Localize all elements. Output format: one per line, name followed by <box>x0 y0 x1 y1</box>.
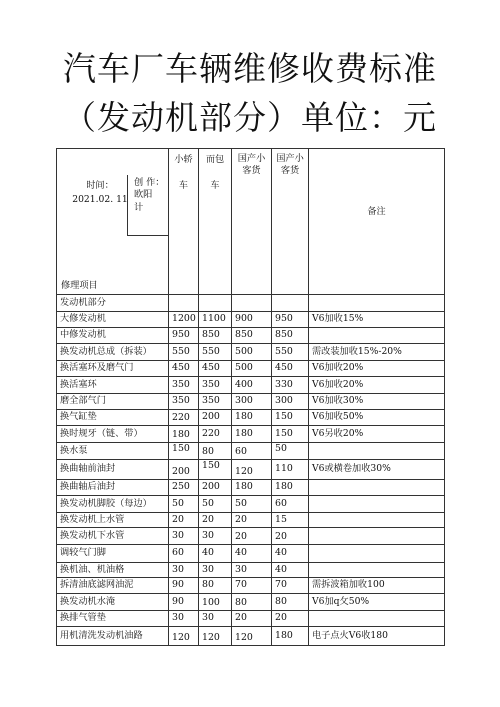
price-cell: 120 <box>199 627 232 646</box>
price-cell <box>169 295 199 312</box>
table-row <box>57 611 445 627</box>
price-cell: 70 <box>232 578 272 594</box>
table-row <box>57 328 445 344</box>
price-cell: 80 <box>272 594 309 611</box>
table-row <box>57 443 445 460</box>
item-cell: 换发动机上水管 <box>57 513 169 528</box>
price-cell: 30 <box>169 528 199 545</box>
page-subtitle: （发动机部分）单位：元 <box>63 98 437 137</box>
table-row <box>57 361 445 377</box>
note-cell: V6加收15% <box>309 312 445 328</box>
table-row <box>57 394 445 410</box>
price-cell: 550 <box>199 344 232 361</box>
price-cell: 80 <box>199 578 232 594</box>
price-cell: 20 <box>232 611 272 627</box>
table-row <box>57 513 445 528</box>
col-domestic-2-line2: 客货 <box>280 164 300 176</box>
item-cell: 换发动机脚胶（每边） <box>57 496 169 513</box>
price-cell: 850 <box>199 328 232 344</box>
time-label: 时间： <box>86 180 114 191</box>
author-name-2: 计 <box>134 201 144 213</box>
price-cell: 150 <box>199 460 232 480</box>
price-cell: 30 <box>169 563 199 578</box>
note-cell <box>309 611 445 627</box>
fee-table <box>56 148 445 646</box>
table-row <box>57 460 445 480</box>
item-cell: 换气缸垫 <box>57 410 169 426</box>
price-cell: 500 <box>232 344 272 361</box>
note-cell <box>309 513 445 528</box>
item-cell: 磨全部气门 <box>57 394 169 410</box>
note-cell <box>309 545 445 563</box>
note-cell: V6加收20% <box>309 361 445 377</box>
price-cell: 450 <box>199 361 232 377</box>
table-row <box>57 480 445 496</box>
price-cell: 350 <box>169 377 199 394</box>
price-cell: 40 <box>272 545 309 563</box>
price-cell: 20 <box>199 513 232 528</box>
table-row <box>57 426 445 443</box>
price-cell: 30 <box>199 611 232 627</box>
table-row <box>57 295 445 312</box>
note-cell <box>309 528 445 545</box>
price-cell: 120 <box>169 627 199 646</box>
price-cell: 20 <box>232 528 272 545</box>
note-cell <box>309 480 445 496</box>
table-row <box>57 377 445 394</box>
price-cell: 30 <box>199 563 232 578</box>
price-cell: 350 <box>199 377 232 394</box>
table-row <box>57 528 445 545</box>
table-row <box>57 344 445 361</box>
price-cell: 180 <box>232 426 272 443</box>
item-cell: 换发动机下水管 <box>57 528 169 545</box>
item-cell: 发动机部分 <box>57 295 169 312</box>
price-cell: 60 <box>272 496 309 513</box>
price-cell: 150 <box>169 443 199 460</box>
price-cell: 220 <box>199 426 232 443</box>
item-cell: 用机清洗发动机油路 <box>57 627 169 646</box>
price-cell: 200 <box>199 480 232 496</box>
price-cell: 200 <box>169 460 199 480</box>
note-cell <box>309 443 445 460</box>
col-domestic-2-line1: 国产小 <box>276 153 304 164</box>
price-cell: 80 <box>232 594 272 611</box>
price-cell: 110 <box>272 460 309 480</box>
col-van-line1: 而包 <box>205 154 225 165</box>
col-domestic-2 <box>272 149 309 295</box>
price-cell: 30 <box>232 563 272 578</box>
col-van-line2: 车 <box>210 179 220 191</box>
header-info-cell <box>57 149 169 295</box>
price-cell: 120 <box>232 460 272 480</box>
item-cell: 换水泵 <box>57 443 169 460</box>
price-cell: 850 <box>232 328 272 344</box>
item-cell: 换排气管垫 <box>57 611 169 627</box>
author-label: 创 作： <box>134 177 165 188</box>
price-cell: 15 <box>272 513 309 528</box>
price-cell: 1200 <box>169 312 199 328</box>
author-block <box>134 177 169 214</box>
time-block <box>71 179 129 207</box>
table-row <box>57 312 445 328</box>
col-small-car-line2: 车 <box>178 179 189 191</box>
note-cell <box>309 295 445 312</box>
col-small-car-line1: 小轿 <box>174 154 193 165</box>
price-cell: 20 <box>169 513 199 528</box>
price-cell: 500 <box>232 361 272 377</box>
price-cell: 150 <box>272 410 309 426</box>
price-cell: 550 <box>169 344 199 361</box>
date-value: 2021.02. 11 <box>72 193 128 205</box>
item-cell: 换机油、机油格 <box>57 563 169 578</box>
price-cell: 250 <box>169 480 199 496</box>
item-cell: 换发动机总成（拆装） <box>57 344 169 361</box>
price-cell: 50 <box>232 496 272 513</box>
price-cell: 180 <box>232 410 272 426</box>
note-cell: V6加收20% <box>309 377 445 394</box>
table-row <box>57 496 445 513</box>
price-cell <box>272 295 309 312</box>
note-cell: V6另收20% <box>309 426 445 443</box>
note-cell: V6加收50% <box>309 410 445 426</box>
price-cell: 350 <box>169 394 199 410</box>
price-cell: 350 <box>199 394 232 410</box>
col-small-car <box>169 149 199 295</box>
price-cell: 180 <box>169 426 199 443</box>
price-cell: 90 <box>169 578 199 594</box>
price-cell: 950 <box>169 328 199 344</box>
note-cell <box>309 563 445 578</box>
price-cell: 40 <box>232 545 272 563</box>
price-cell: 80 <box>199 443 232 460</box>
price-cell: 450 <box>272 361 309 377</box>
item-cell: 换曲轴前油封 <box>57 460 169 480</box>
price-cell: 300 <box>272 394 309 410</box>
price-cell: 220 <box>169 410 199 426</box>
price-cell: 30 <box>199 528 232 545</box>
price-cell: 1100 <box>199 312 232 328</box>
item-cell: 换发动机水淹 <box>57 594 169 611</box>
header-row <box>57 149 445 295</box>
note-cell: 电子点火V6收180 <box>309 627 445 646</box>
item-cell: 换时规牙（链、带） <box>57 426 169 443</box>
price-cell: 20 <box>232 513 272 528</box>
page-title: 汽车厂车辆维修收费标准 <box>63 49 437 88</box>
note-cell: 需拆波箱加收100 <box>309 578 445 594</box>
item-cell: 换活塞环 <box>57 377 169 394</box>
table-row <box>57 545 445 563</box>
price-cell: 900 <box>232 312 272 328</box>
price-cell: 180 <box>272 627 309 646</box>
col-domestic-1-line2: 客货 <box>242 164 261 176</box>
note-cell <box>309 328 445 344</box>
price-cell: 950 <box>272 312 309 328</box>
price-cell: 60 <box>232 443 272 460</box>
price-cell: 550 <box>272 344 309 361</box>
note-cell <box>309 496 445 513</box>
col-domestic-1 <box>232 149 272 295</box>
price-cell <box>199 295 232 312</box>
price-cell: 70 <box>272 578 309 594</box>
table-row <box>57 578 445 594</box>
price-cell: 180 <box>272 480 309 496</box>
price-cell: 100 <box>199 594 232 611</box>
price-cell: 20 <box>272 611 309 627</box>
price-cell: 60 <box>169 545 199 563</box>
repair-item-label: 修理项目 <box>61 280 98 292</box>
price-cell: 40 <box>199 545 232 563</box>
price-cell: 400 <box>232 377 272 394</box>
item-cell: 拆清油底滤网油泥 <box>57 578 169 594</box>
price-cell: 50 <box>272 443 309 460</box>
table-row <box>57 627 445 646</box>
price-cell: 850 <box>272 328 309 344</box>
item-cell: 换活塞环及磨气门 <box>57 361 169 377</box>
price-cell: 50 <box>199 496 232 513</box>
price-cell: 330 <box>272 377 309 394</box>
table-row <box>57 594 445 611</box>
note-cell: 需改装加收15%-20% <box>309 344 445 361</box>
price-cell: 50 <box>169 496 199 513</box>
note-cell: V6或横卷加收30% <box>309 460 445 480</box>
price-cell: 300 <box>232 394 272 410</box>
col-van <box>199 149 232 295</box>
item-cell: 中修发动机 <box>57 328 169 344</box>
item-cell: 调较气门脚 <box>57 545 169 563</box>
table-row <box>57 410 445 426</box>
price-cell: 180 <box>232 480 272 496</box>
price-cell: 20 <box>272 528 309 545</box>
item-cell: 换曲轴后油封 <box>57 480 169 496</box>
price-cell <box>232 295 272 312</box>
table-row <box>57 563 445 578</box>
price-cell: 450 <box>169 361 199 377</box>
price-cell: 150 <box>272 426 309 443</box>
item-cell: 大修发动机 <box>57 312 169 328</box>
note-cell: V6加收30% <box>309 394 445 410</box>
price-cell: 40 <box>272 563 309 578</box>
col-domestic-1-line1: 国产小 <box>237 153 266 164</box>
price-cell: 30 <box>169 611 199 627</box>
price-cell: 90 <box>169 594 199 611</box>
author-name: 欧阳 <box>134 189 153 201</box>
col-remark: 备注 <box>309 149 445 295</box>
price-cell: 200 <box>199 410 232 426</box>
note-cell: V6加q攵50% <box>309 594 445 611</box>
price-cell: 120 <box>232 627 272 646</box>
